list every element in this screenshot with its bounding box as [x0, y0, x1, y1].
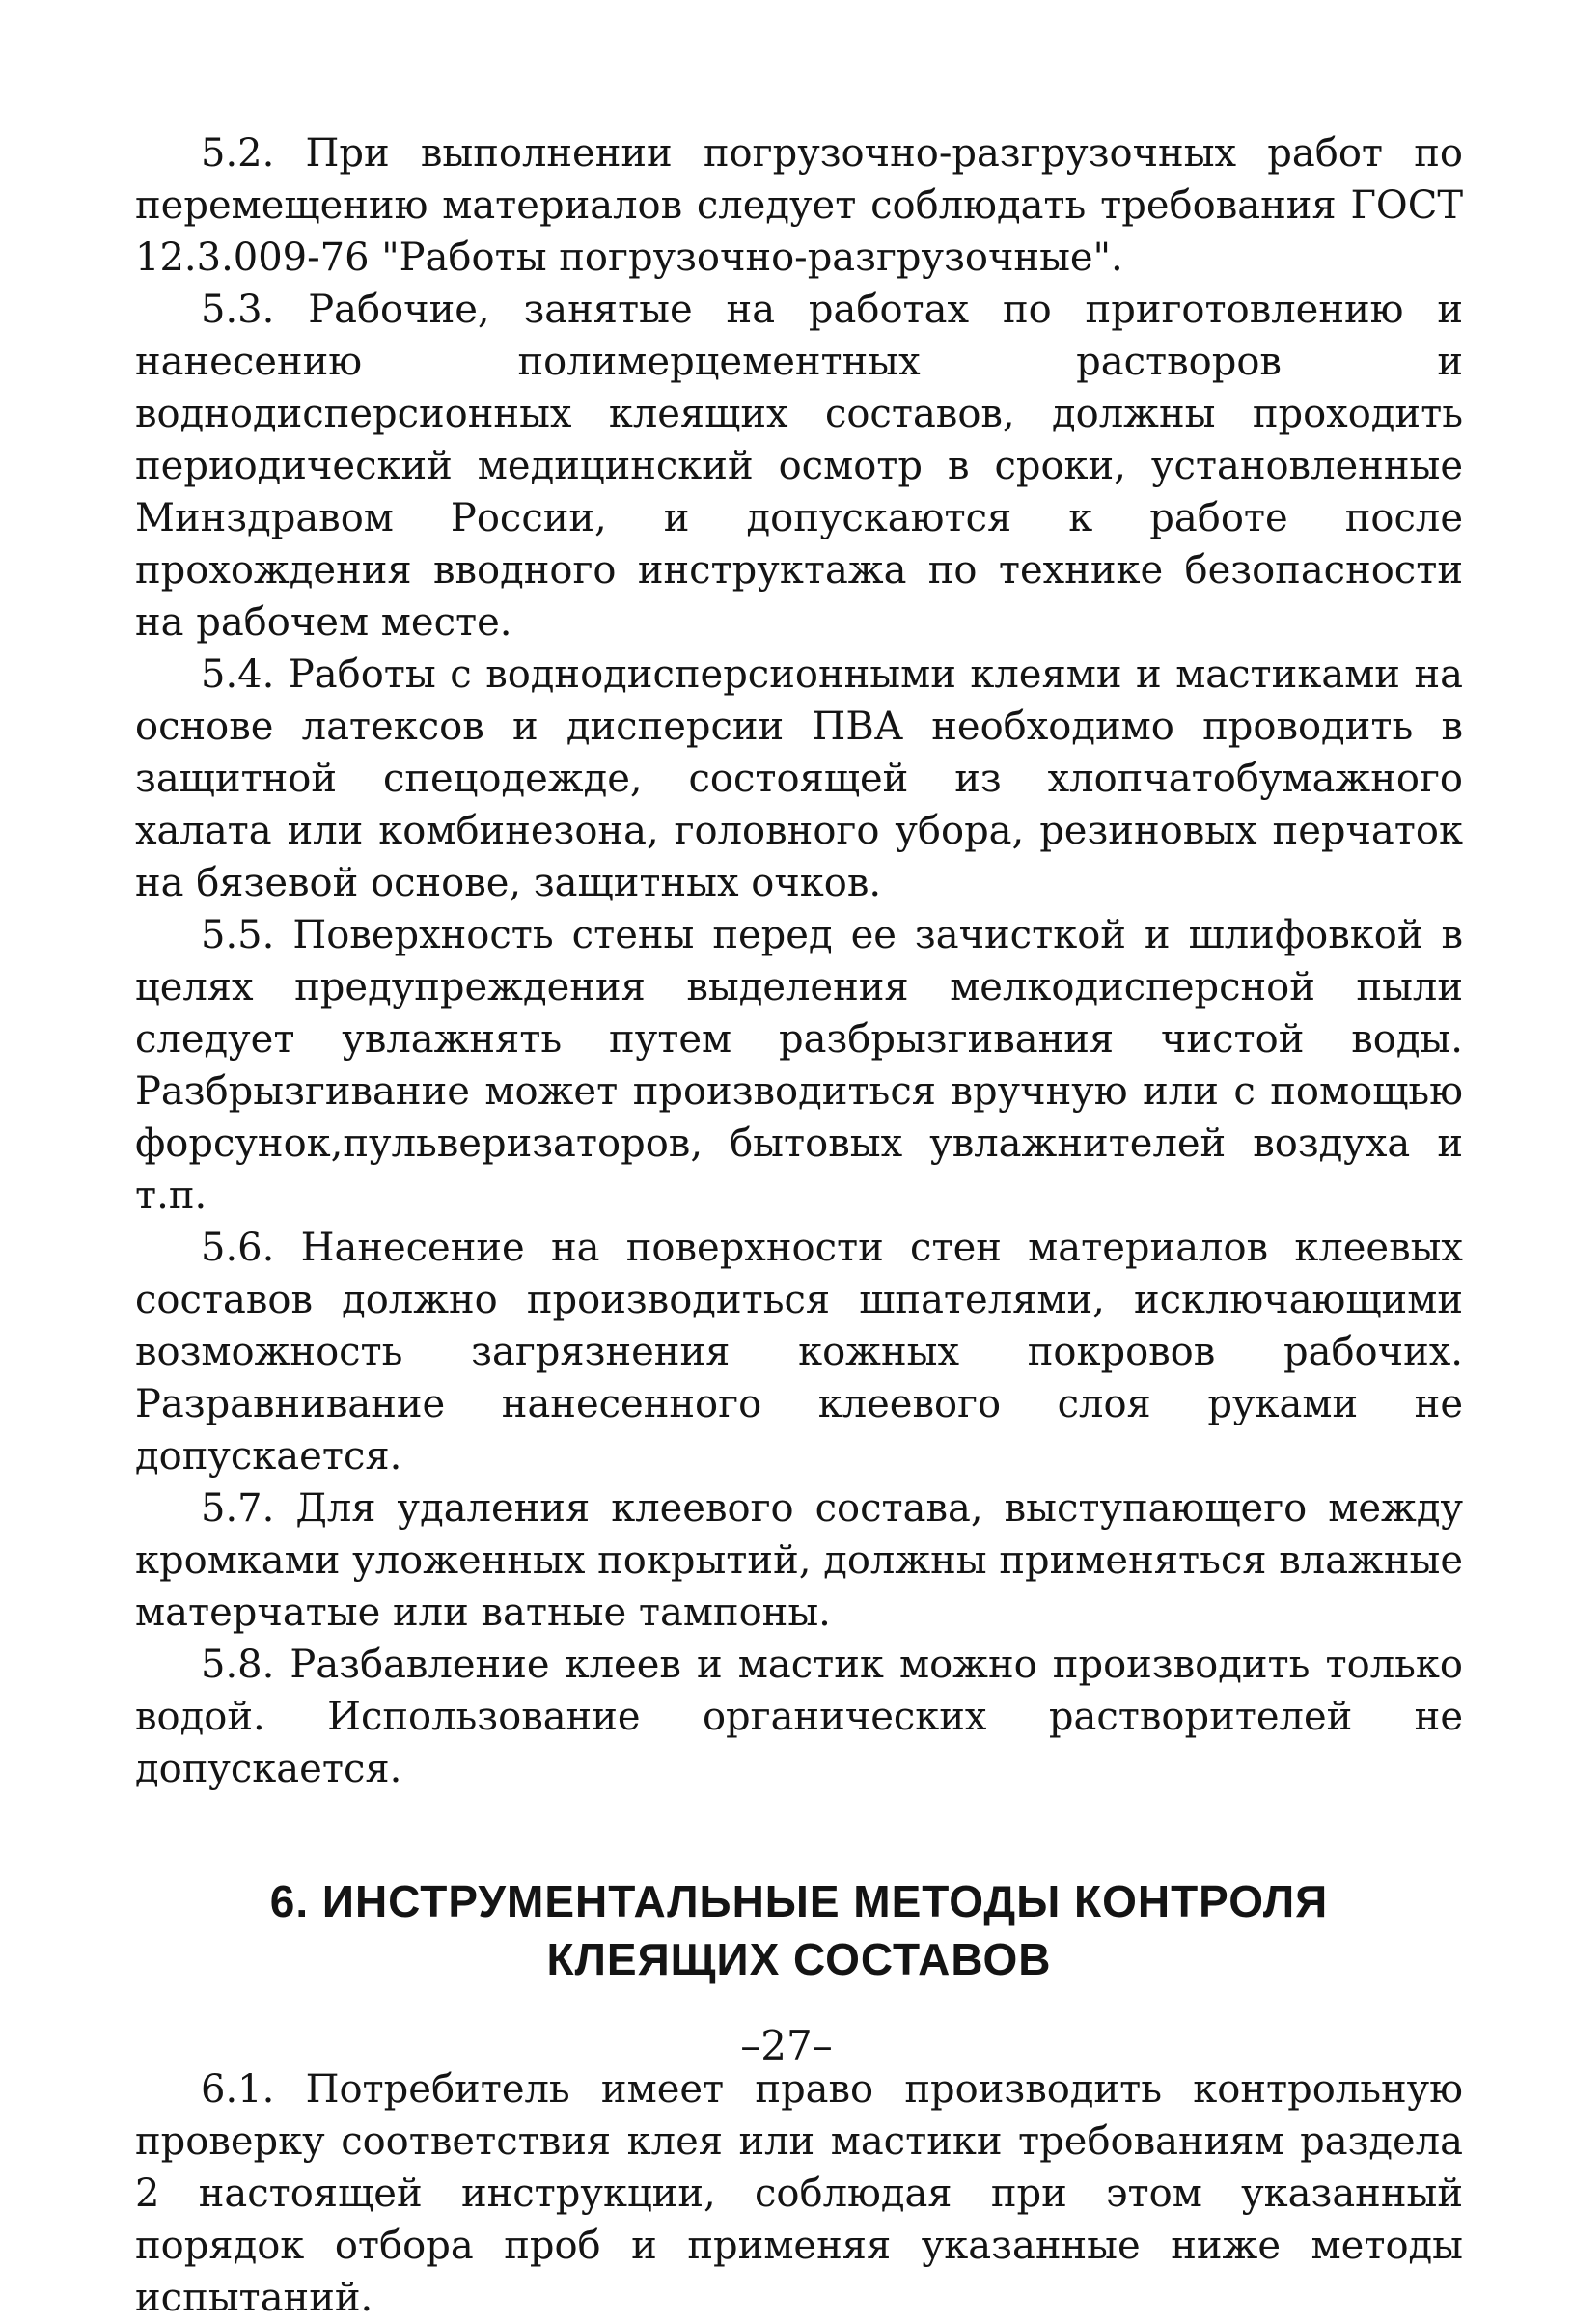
paragraph-number: 5.2.	[201, 131, 275, 176]
paragraph-number: 5.4.	[201, 652, 275, 697]
paragraph-number: 5.6.	[201, 1226, 275, 1270]
paragraph-number: 5.7.	[201, 1486, 275, 1531]
paragraph-text: Потребитель имеет право производить контрольную проверку соответствия клея или мастики требованиям раздела 2 настоящей инструкции, соблюдая при этом указанный порядок отбора проб и применяя указанные ниже методы испытаний.	[135, 2067, 1463, 2320]
paragraph-5-6	[135, 1222, 1463, 1482]
paragraph-text: При выполнении погрузочно-разгрузочных работ по перемещению материалов следует соблюдать требования ГОСТ 12.3.009-76 "Работы погрузочно-разгрузочные".	[135, 131, 1463, 280]
paragraph-5-8	[135, 1639, 1463, 1795]
paragraph-text: Рабочие, занятые на работах по приготовлению и нанесению полимерцементных растворов и воднодисперсионных клеящих составов, должны проходить периодический медицинский осмотр в сроки, установленные Минздравом России, и допускаются к работе после прохождения вводного инструктажа по технике безопасности на рабочем месте.	[135, 288, 1464, 645]
section-heading	[135, 1872, 1463, 1988]
paragraph-text: Для удаления клеевого состава, выступающего между кромками уложенных покрытий, должны применяться влажные матерчатые или ватные тампоны.	[135, 1486, 1464, 1635]
paragraph-5-2	[135, 127, 1463, 284]
paragraph-5-3	[135, 284, 1463, 649]
paragraph-text: Разбавление клеев и мастик можно производить только водой. Использование органических растворителей не допускается.	[135, 1643, 1463, 1791]
paragraph-number: 5.5.	[201, 913, 275, 957]
paragraph-text: Работы с воднодисперсионными клеями и мастиками на основе латексов и дисперсии ПВА необходимо проводить в защитной спецодежде, состоящей из хлопчатобумажного халата или комбинезона, головного убора, резиновых перчаток на бязевой основе, защитных очков.	[135, 652, 1463, 905]
paragraph-number: 5.3.	[201, 288, 275, 332]
paragraph-5-7	[135, 1482, 1463, 1639]
paragraph-number: 5.8.	[201, 1643, 275, 1687]
section-heading-line-1: 6. ИНСТРУМЕНТАЛЬНЫЕ МЕТОДЫ КОНТРОЛЯ	[269, 1876, 1329, 1926]
page-number: –27–	[740, 2022, 833, 2069]
paragraph-5-5	[135, 909, 1463, 1222]
paragraph-text: Поверхность стены перед ее зачисткой и шлифовкой в целях предупреждения выделения мелкодисперсной пыли следует увлажнять путем разбрызгивания чистой воды. Разбрызгивание может производиться вручную или с помощью форсунок,пульверизаторов, бытовых увлажнителей воздуха и т.п.	[135, 913, 1463, 1218]
section-heading-line-2: КЛЕЯЩИХ СОСТАВОВ	[546, 1934, 1052, 1984]
paragraph-6-1	[135, 2063, 1463, 2324]
paragraph-text: Нанесение на поверхности стен материалов клеевых составов должно производиться шпателями, исключающими возможность загрязнения кожных покровов рабочих. Разравнивание нанесенного клеевого слоя руками не допускается.	[135, 1226, 1463, 1479]
paragraph-number: 6.1.	[201, 2067, 275, 2112]
paragraph-5-4	[135, 649, 1463, 909]
document-page	[135, 127, 1463, 2324]
